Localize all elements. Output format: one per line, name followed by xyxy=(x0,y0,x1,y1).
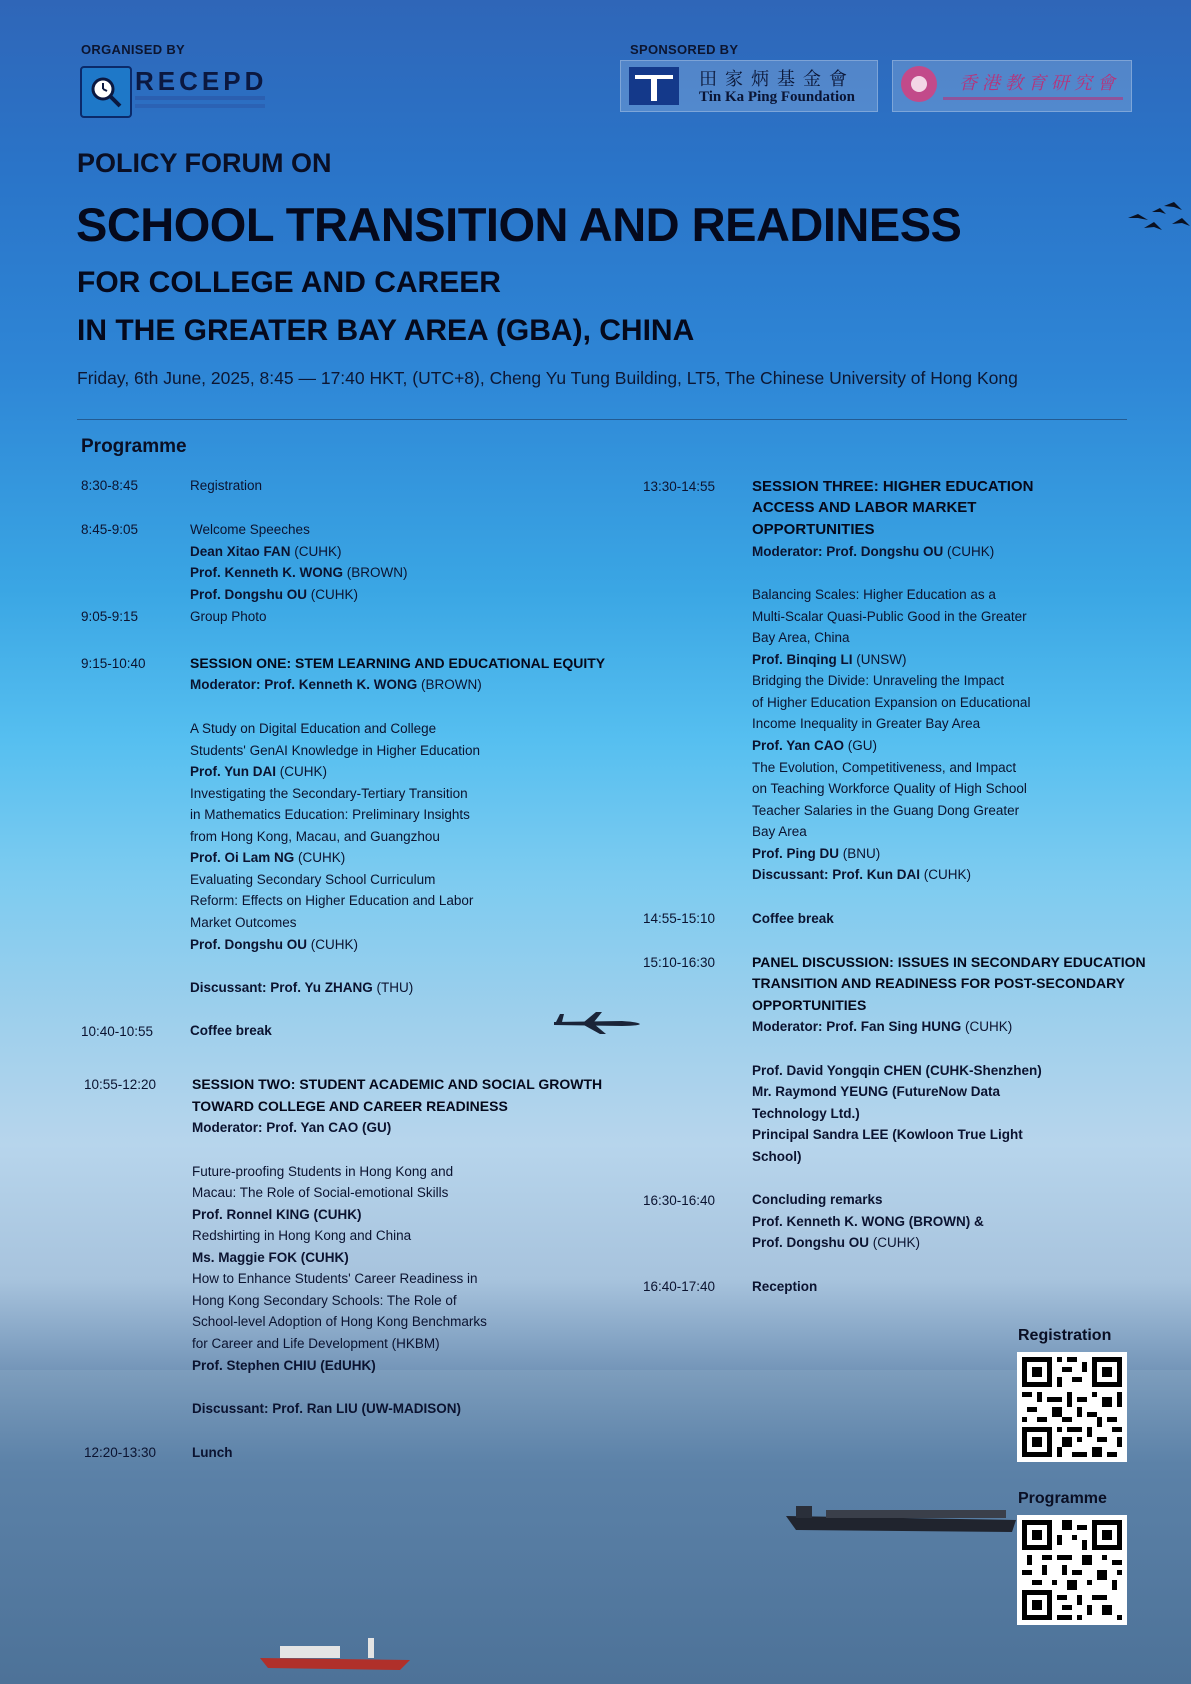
paper-title: Macau: The Role of Social-emotional Skills xyxy=(192,1185,449,1200)
paper-title: Hong Kong Secondary Schools: The Role of xyxy=(192,1293,457,1308)
presenter: Prof. Binqing LI (UNSW) xyxy=(752,652,907,667)
session-title: OPPORTUNITIES xyxy=(752,521,875,538)
paper-title: from Hong Kong, Macau, and Guangzhou xyxy=(190,829,440,844)
time-slot: 8:45-9:05 xyxy=(81,522,139,537)
paper-title: Redshirting in Hong Kong and China xyxy=(192,1228,412,1243)
logo-subtitle-bar xyxy=(135,104,265,108)
paper-title: on Teaching Workforce Quality of High School xyxy=(752,781,1027,796)
time-slot: 15:10-16:30 xyxy=(643,955,716,970)
time-slot: 13:30-14:55 xyxy=(643,479,716,494)
paper-title: Future-proofing Students in Hong Kong and xyxy=(192,1164,454,1179)
agenda-item: Registration xyxy=(190,478,263,493)
paper-title: School-level Adoption of Hong Kong Benchmarks xyxy=(192,1314,487,1329)
sponsor2-chinese-name: 香港教育研究會 xyxy=(959,73,1120,94)
organised-by-label: ORGANISED BY xyxy=(81,42,186,57)
panelist: Technology Ltd.) xyxy=(752,1106,860,1121)
presenter: Ms. Maggie FOK (CUHK) xyxy=(192,1250,349,1265)
paper-title: How to Enhance Students' Career Readiness in xyxy=(192,1271,478,1286)
presenter: Prof. Ronnel KING (CUHK) xyxy=(192,1207,362,1222)
speaker: Prof. Dongshu OU (CUHK) xyxy=(190,587,358,602)
recepd-logo-text: RECEPD xyxy=(135,66,268,96)
presenter: Prof. Ping DU (BNU) xyxy=(752,846,881,861)
session-title: PANEL DISCUSSION: ISSUES IN SECONDARY EDUCATION xyxy=(752,954,1146,970)
agenda-item: Coffee break xyxy=(190,1023,272,1038)
sponsor2-logo xyxy=(892,60,1132,112)
paper-title: The Evolution, Competitiveness, and Impact xyxy=(752,760,1017,775)
programme-qr-code[interactable] xyxy=(1017,1515,1127,1625)
programme-heading: Programme xyxy=(81,436,187,457)
speaker: Prof. Dongshu OU (CUHK) xyxy=(752,1235,920,1250)
sponsored-by-label: SPONSORED BY xyxy=(630,42,739,57)
agenda-item: Welcome Speeches xyxy=(190,522,310,537)
registration-qr-code[interactable] xyxy=(1017,1352,1127,1462)
paper-title: Investigating the Secondary-Tertiary Transition xyxy=(190,786,468,801)
session-title: TRANSITION AND READINESS FOR POST-SECONDARY xyxy=(752,975,1126,991)
paper-title: Income Inequality in Greater Bay Area xyxy=(752,716,981,731)
airplane-illustration xyxy=(552,1010,642,1036)
paper-title: in Mathematics Education: Preliminary Insights xyxy=(190,807,470,822)
agenda-item: Coffee break xyxy=(752,911,834,926)
registration-qr-label: Registration xyxy=(1018,1327,1112,1344)
panelist: School) xyxy=(752,1149,802,1164)
forum-subtitle-2: IN THE GREATER BAY AREA (GBA), CHINA xyxy=(77,314,695,347)
speaker: Prof. Kenneth K. WONG (BROWN) & xyxy=(752,1214,984,1229)
presenter: Prof. Oi Lam NG (CUHK) xyxy=(190,850,346,865)
session-title: TOWARD COLLEGE AND CAREER READINESS xyxy=(192,1098,508,1114)
forum-subtitle-1: FOR COLLEGE AND CAREER xyxy=(77,266,501,299)
time-slot: 14:55-15:10 xyxy=(643,911,716,926)
discussant: Discussant: Prof. Yu ZHANG (THU) xyxy=(190,980,414,995)
cargo-ship-illustration xyxy=(786,1500,1016,1534)
moderator: Moderator: Prof. Dongshu OU (CUHK) xyxy=(752,544,995,559)
agenda-item: Group Photo xyxy=(190,609,267,624)
presenter: Prof. Dongshu OU (CUHK) xyxy=(190,937,358,952)
logo-subtitle-bar xyxy=(135,96,265,100)
forum-pretitle: POLICY FORUM ON xyxy=(77,148,332,178)
event-date-venue: Friday, 6th June, 2025, 8:45 — 17:40 HKT, (UTC+8), Cheng Yu Tung Building, LT5, The Chinese University of Hong Kong xyxy=(77,368,1018,388)
time-slot: 8:30-8:45 xyxy=(81,478,139,493)
presenter: Prof. Stephen CHIU (EdUHK) xyxy=(192,1358,376,1373)
presenter: Prof. Yun DAI (CUHK) xyxy=(190,764,328,779)
tin-ka-ping-logo xyxy=(620,60,878,112)
paper-title: A Study on Digital Education and College xyxy=(190,721,437,736)
sponsor1-english-name: Tin Ka Ping Foundation xyxy=(699,89,856,105)
time-slot: 9:15-10:40 xyxy=(81,656,146,671)
moderator: Moderator: Prof. Yan CAO (GU) xyxy=(192,1120,392,1135)
agenda-item: Reception xyxy=(752,1279,818,1294)
tin-ka-ping-mark-icon xyxy=(629,67,679,105)
speaker: Prof. Kenneth K. WONG (BROWN) xyxy=(190,565,408,580)
programme-qr-label: Programme xyxy=(1018,1490,1107,1507)
paper-title: Balancing Scales: Higher Education as a xyxy=(752,587,996,602)
paper-title: Evaluating Secondary School Curriculum xyxy=(190,872,436,887)
panelist: Principal Sandra LEE (Kowloon True Light xyxy=(752,1127,1023,1142)
forum-title: SCHOOL TRANSITION AND READINESS xyxy=(76,198,962,251)
time-slot: 16:30-16:40 xyxy=(643,1193,716,1208)
paper-title: for Career and Life Development (HKBM) xyxy=(192,1336,440,1351)
time-slot: 9:05-9:15 xyxy=(81,609,139,624)
paper-title: Reform: Effects on Higher Education and Labor xyxy=(190,893,474,908)
session-title: ACCESS AND LABOR MARKET xyxy=(752,499,977,516)
time-slot: 10:40-10:55 xyxy=(81,1024,154,1039)
panelist: Prof. David Yongqin CHEN (CUHK-Shenzhen) xyxy=(752,1063,1042,1078)
agenda-item: Concluding remarks xyxy=(752,1192,883,1207)
session-title: SESSION ONE: STEM LEARNING AND EDUCATIONAL EQUITY xyxy=(190,655,606,671)
sponsor2-subtitle-bar xyxy=(943,97,1123,100)
session-title: SESSION THREE: HIGHER EDUCATION xyxy=(752,478,1034,495)
paper-title: Students' GenAI Knowledge in Higher Education xyxy=(190,743,481,758)
paper-title: Bridging the Divide: Unraveling the Impact xyxy=(752,673,1005,688)
panelist: Mr. Raymond YEUNG (FutureNow Data xyxy=(752,1084,1001,1099)
speaker: Dean Xitao FAN (CUHK) xyxy=(190,544,342,559)
moderator: Moderator: Prof. Kenneth K. WONG (BROWN) xyxy=(190,677,482,692)
presenter: Prof. Yan CAO (GU) xyxy=(752,738,878,753)
sponsor1-chinese-name: 田家炳基金會 xyxy=(699,69,855,90)
paper-title: Market Outcomes xyxy=(190,915,297,930)
sponsor2-emblem-icon xyxy=(901,66,937,102)
paper-title: Teacher Salaries in the Guang Dong Greater xyxy=(752,803,1020,818)
time-slot: 10:55-12:20 xyxy=(84,1077,157,1092)
moderator: Moderator: Prof. Fan Sing HUNG (CUHK) xyxy=(752,1019,1013,1034)
paper-title: of Higher Education Expansion on Educational xyxy=(752,695,1031,710)
discussant: Discussant: Prof. Kun DAI (CUHK) xyxy=(752,867,972,882)
recepd-logo xyxy=(80,66,266,116)
session-title: SESSION TWO: STUDENT ACADEMIC AND SOCIAL GROWTH xyxy=(192,1076,603,1092)
time-slot: 12:20-13:30 xyxy=(84,1445,157,1460)
agenda-item: Lunch xyxy=(192,1445,233,1460)
time-slot: 16:40-17:40 xyxy=(643,1279,716,1294)
discussant: Discussant: Prof. Ran LIU (UW-MADISON) xyxy=(192,1401,461,1416)
paper-title: Multi-Scalar Quasi-Public Good in the Greater xyxy=(752,609,1027,624)
magnifier-clock-icon xyxy=(80,66,132,118)
divider xyxy=(77,419,1127,420)
session-title: OPPORTUNITIES xyxy=(752,997,867,1013)
paper-title: Bay Area xyxy=(752,824,807,839)
birds-illustration xyxy=(1124,200,1191,244)
red-ship-illustration xyxy=(260,1636,410,1674)
paper-title: Bay Area, China xyxy=(752,630,850,645)
